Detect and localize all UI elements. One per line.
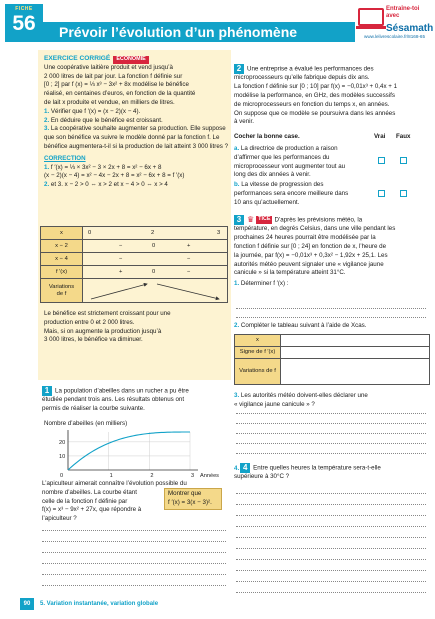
ex3-q2: 2. Compléter le tableau suivant à l’aide de Xcas. [234,322,367,329]
checkbox-b-vrai[interactable] [378,190,385,197]
x-tick-label: 2 [150,473,154,478]
correction-1: 1. f ′(x) = ⅓ × 3x² − 3 × 2x + 8 = x² − 6x + 8 [44,163,162,171]
logo-tagline: Entraîne-toi avec [386,6,420,19]
data-series-line [68,432,190,470]
fiche-number: 56 [12,12,36,36]
laptop-icon [358,8,384,26]
example-intro: Une coopérative laitière produit et vend jusqu’à 2 000 litres de lait par jour. La fonction f définie sur [0 ; 2] par f (x) = ⅓ x³ − 3x² + 8x modélise le bénéfice réalisé, en centaines d’euros, en fonction de la quantité de lait x produite et vendue, en milliers de litres. [44,63,196,106]
worked-example [44,54,230,190]
ex2-item-a: a. La directrice de production a raison d’affirmer que les performances du microprocesseur vont augmenter tout au long des dix années à venir. [234,145,346,179]
xcas-table[interactable] [234,334,430,385]
x-axis-label: Années [200,473,219,478]
checkbox-b-faux[interactable] [400,190,407,197]
exercise-4: 4. 4 Entre quelles heures la température sera-t-elle supérieure à 30°C ? [234,463,381,481]
correction-2: 2. et 3. x − 2 > 0 ⇔ x > 2 et x − 4 > 0 ⇔ x > 4 [44,181,168,189]
table-row: Signe de f ′(x) [235,347,430,359]
y-tick-label: 20 [59,439,66,446]
table-row: f ′(x) + 0 − [41,266,228,279]
table-row: x − 2 − 0 + [41,240,228,253]
chart-title: Nombre d’abeilles (en milliers) [44,420,128,427]
page-title: Prévoir l’évolution d’un phénomène [43,22,355,42]
checkbox-a-faux[interactable] [400,157,407,164]
y-tick-label: 10 [59,453,66,460]
exercise-3: 3 ♛ TICE D’après les prévisions météo, la température, en degrés Celsius, dans une ville pendant les prochaines 24 heures pourrait être modélisée par la fonction f définie sur [0 ; 24] en fonction de x, l’heure de la journée, par f(x) = −0,01x³ + 0,3x² − 1,92x + 25,1. Les autorités météo peuvent signaler une « vigilance jaune canicule » si la température atteint 31°C. 1. Déterminer f ′(x) : [234,214,396,288]
fiche-label: FICHE [15,6,33,12]
checkbox-a-vrai[interactable] [378,157,385,164]
table-row: Variations de f [235,359,430,385]
logo-url[interactable]: www.lelivrescolaire.fr/8168-65 [364,34,426,39]
variation-arrows [83,279,229,303]
x-tick-label: 3 [191,473,195,478]
exercise-number: 2 [234,64,244,74]
ex3-q3: 3. Les autorités météo doivent-elles déclarer une « vigilance jaune canicule » ? [234,392,368,408]
answer-lines-ex3-q3[interactable] [236,404,426,454]
sesamath-logo[interactable] [358,4,432,42]
logo-brand: Sésamath [386,23,434,34]
ex2-item-b: b. La vitesse de progression des performances sera encore meilleure dans 10 ans qu’actuellement. [234,181,349,206]
exercise-1: 1 La population d’abeilles dans un rucher a pu être étudiée pendant trois ans. Les résultats obtenus ont permis de réaliser la courbe suivante. [42,386,189,413]
table-row: x 0 2 3 [41,227,228,240]
tice-badge: TICE [258,215,271,222]
economie-badge: ÉCONOMIE [113,56,148,64]
x-tick-label: 0 [60,473,64,478]
variation-table [40,226,228,303]
example-conclusion: Le bénéfice est strictement croissant pour une production entre 0 et 2 000 litres. Mais, si on augmente la production jusqu’à 3 000 litres, le bénéfice va diminuer. [44,310,171,344]
table-row: x [235,335,430,347]
worked-example-heading: EXERCICE CORRIGÉ ÉCONOMIE [44,54,230,64]
answer-lines-ex3-q1[interactable] [236,300,426,318]
correction-heading: CORRECTION [44,154,86,162]
table-row: x − 4 − − [41,253,228,266]
bee-population-chart [40,428,225,478]
page-number: 90 [20,598,34,610]
fiche-tab [5,4,43,42]
correction-1b: (x − 2)(x − 4) = x² − 4x − 2x + 8 = x² − 6x + 8 = f ′(x) [44,172,185,180]
example-questions: 1. Vérifier que f ′(x) = (x − 2)(x − 4). 2. En déduire que le bénéfice est croissant. 3. La coopérative souhaite augmenter sa production. Elle suppose que son bénéfice va suivre le modèle donné par la fonction f. Le bénéfice augmentera-t-il si la production de lait atteint 3 000 litres ? [44,107,229,150]
trophy-icon: ♛ [247,215,255,224]
exercise-number: 4 [240,463,250,473]
x-tick-label: 1 [109,473,113,478]
answer-lines-ex4[interactable] [236,483,426,593]
hint-callout: Montrer que f ′(x) = 3(x − 3)². [164,488,222,510]
ex2-prompt: Cocher la bonne case. Vrai Faux [234,133,411,140]
exercise-number: 1 [42,386,52,396]
answer-lines-ex1[interactable] [42,520,226,586]
exercise-1-question: L’apiculteur aimerait connaître l’évolution possible du nombre d’abeilles. La courbe étant celle de la fonction f définie par f(x) = x³ − 9x² + 27x, que répondre à l’apiculteur ? [42,480,187,523]
table-row: Variations de f [41,279,228,303]
exercise-number: 3 [234,215,244,225]
exercise-2: 2 Une entreprise a évalué les performances des microprocesseurs qu’elle fabrique depuis dix ans. La fonction f définie sur [0 ; 10] par f(x) = −0,01x³ + 0,4x + 1 modélise la performance, en GHz, des modèles successifs de microprocesseurs en fonction du temps x, en années. On suppose que ce modèle se poursuivra dans les années à venir. [234,64,398,126]
chapter-title: 5. Variation instantanée, variation globale [40,601,159,607]
